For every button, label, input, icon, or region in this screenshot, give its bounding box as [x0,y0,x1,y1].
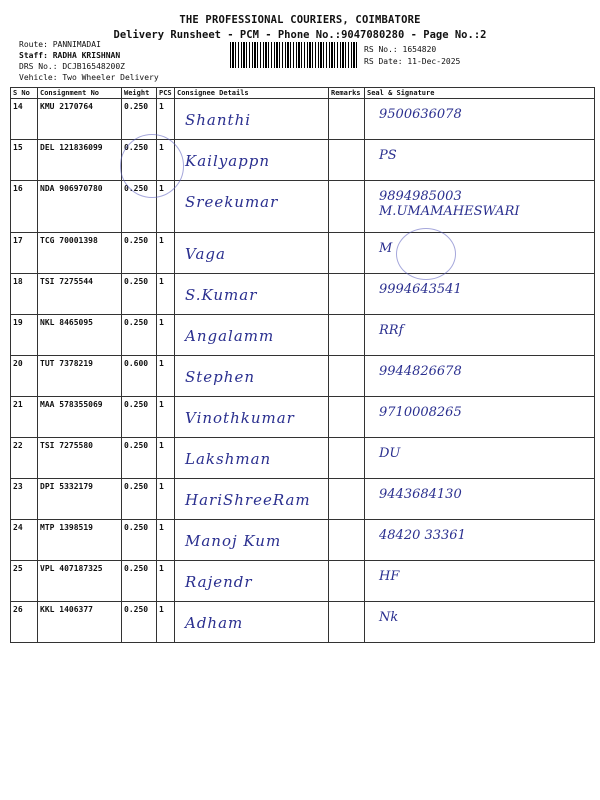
row-signature [365,437,595,478]
row-remarks [329,181,365,233]
row-pcs: 1 [157,560,175,601]
row-pcs: 1 [157,99,175,140]
row-consignee-text: S.Kumar [185,285,258,304]
company-title: THE PROFESSIONAL COURIERS, COIMBATORE [179,14,421,26]
row-signature [365,140,595,181]
table-row [11,140,595,181]
delivery-stamp [120,134,184,198]
row-remarks [329,478,365,519]
rs-date: RS Date: 11-Dec-2025 [364,57,461,66]
row-pcs: 1 [157,478,175,519]
col-header-consignee: Consignee Details [175,88,329,99]
row-consignee-text: Angalamm [185,326,275,345]
row-consignee [175,478,329,519]
row-pcs: 1 [157,396,175,437]
row-sno: 21 [11,396,38,437]
row-signature [365,396,595,437]
row-sno: 22 [11,437,38,478]
col-header-pcs: PCS [157,88,175,99]
row-pcs: 1 [157,437,175,478]
row-signature [365,560,595,601]
staff-label: Staff: RADHA KRISHNAN [19,51,121,60]
row-consignee-text: HariShreeRam [185,490,311,509]
table-row [11,99,595,140]
row-consignee [175,437,329,478]
row-sno: 17 [11,232,38,273]
table-row [11,560,595,601]
row-remarks [329,140,365,181]
row-consignee [175,99,329,140]
row-remarks [329,560,365,601]
row-remarks [329,355,365,396]
barcode-image [230,42,358,68]
row-pcs: 1 [157,355,175,396]
row-consignee-text: Stephen [185,367,255,386]
row-signature-text: DU [379,445,401,461]
col-header-signature: Seal & Signature [365,88,595,99]
row-sno: 19 [11,314,38,355]
row-weight: 0.250 [122,437,157,478]
row-consignee [175,355,329,396]
table-row [11,519,595,560]
col-header-remarks: Remarks [329,88,365,99]
route-label: Route: PANNIMADAI [19,40,101,49]
row-weight: 0.250 [122,601,157,642]
table-row [11,181,595,233]
row-pcs: 1 [157,273,175,314]
row-weight: 0.250 [122,99,157,140]
row-signature-text: 48420 33361 [379,527,466,543]
runsheet-table [10,87,595,643]
col-header-sno: S No [11,88,38,99]
drs-label: DRS No.: DCJB16548200Z [19,62,125,71]
row-weight: 0.250 [122,181,157,233]
table-row [11,232,595,273]
row-weight: 0.250 [122,519,157,560]
row-sno: 24 [11,519,38,560]
row-consignee-text: Rajendr [185,572,253,591]
table-row [11,437,595,478]
row-consignment-no: NDA 906970780 [38,181,122,233]
row-signature-text: 9944826678 [379,363,462,379]
row-weight: 0.250 [122,478,157,519]
runsheet-subtitle: Delivery Runsheet - PCM - Phone No.:9047080280 - Page No.:2 [113,29,487,41]
row-consignment-no: MAA 578355069 [38,396,122,437]
row-remarks [329,601,365,642]
row-signature [365,99,595,140]
row-consignment-no: TSI 7275544 [38,273,122,314]
row-signature [365,181,595,233]
row-signature-text: 9443684130 [379,486,462,502]
row-weight: 0.250 [122,396,157,437]
col-header-consignment: Consignment No [38,88,122,99]
row-signature-text: 9894985003 M.UMAMAHESWARI [379,189,520,220]
row-consignment-no: VPL 407187325 [38,560,122,601]
row-sno: 14 [11,99,38,140]
row-signature-text: PS [379,148,397,164]
row-remarks [329,396,365,437]
col-header-weight: Weight [122,88,157,99]
table-row [11,314,595,355]
row-pcs: 1 [157,314,175,355]
row-remarks [329,437,365,478]
row-weight: 0.250 [122,314,157,355]
row-consignee-text: Shanthi [185,111,252,129]
row-consignment-no: MTP 1398519 [38,519,122,560]
row-signature-text: RRf [379,322,404,338]
row-sno: 16 [11,181,38,233]
delivery-stamp [396,228,456,280]
row-sno: 15 [11,140,38,181]
table-row [11,396,595,437]
row-remarks [329,232,365,273]
table-header-row [11,88,595,99]
row-consignee [175,140,329,181]
row-signature [365,601,595,642]
row-signature-text: M [379,240,393,256]
row-consignment-no: TSI 7275580 [38,437,122,478]
table-row [11,355,595,396]
row-signature-text: HF [379,568,400,584]
row-remarks [329,314,365,355]
row-consignee-text: Sreekumar [185,193,279,212]
vehicle-label: Vehicle: Two Wheeler Delivery [19,73,159,82]
row-consignee-text: Lakshman [185,449,272,468]
row-consignment-no: TCG 70001398 [38,232,122,273]
row-consignment-no: KKL 1406377 [38,601,122,642]
row-signature-text: Nk [379,609,399,625]
row-signature-text: 9994643541 [379,281,462,297]
row-sno: 26 [11,601,38,642]
table-row [11,601,595,642]
row-remarks [329,99,365,140]
row-remarks [329,273,365,314]
row-consignment-no: DEL 121836099 [38,140,122,181]
row-weight: 0.250 [122,140,157,181]
row-weight: 0.250 [122,232,157,273]
row-sno: 25 [11,560,38,601]
row-consignee [175,601,329,642]
row-consignee [175,519,329,560]
table-row [11,273,595,314]
row-consignee-text: Manoj Kum [185,531,282,550]
row-sno: 20 [11,355,38,396]
row-consignment-no: DPI 5332179 [38,478,122,519]
row-signature [365,355,595,396]
row-signature-text: 9710008265 [379,404,462,420]
row-pcs: 1 [157,140,175,181]
row-signature [365,273,595,314]
row-signature-text: 9500636078 [379,107,462,122]
row-consignee [175,181,329,233]
table-row [11,478,595,519]
row-pcs: 1 [157,232,175,273]
row-consignment-no: NKL 8465095 [38,314,122,355]
row-weight: 0.250 [122,273,157,314]
row-weight: 0.600 [122,355,157,396]
row-consignee-text: Adham [185,613,244,632]
row-consignee [175,396,329,437]
row-consignee-text: Vaga [185,244,226,263]
row-consignee [175,273,329,314]
row-pcs: 1 [157,601,175,642]
row-sno: 18 [11,273,38,314]
row-consignee-text: Vinothkumar [185,408,295,427]
row-consignment-no: KMU 2170764 [38,99,122,140]
row-pcs: 1 [157,181,175,233]
row-sno: 23 [11,478,38,519]
row-weight: 0.250 [122,560,157,601]
row-pcs: 1 [157,519,175,560]
row-consignee-text: Kailyappn [185,152,271,171]
row-remarks [329,519,365,560]
row-consignment-no: TUT 7378219 [38,355,122,396]
row-signature [365,519,595,560]
rs-number: RS No.: 1654820 [364,45,437,54]
row-signature [365,314,595,355]
row-consignee [175,314,329,355]
row-signature [365,478,595,519]
row-consignee [175,560,329,601]
row-consignee [175,232,329,273]
